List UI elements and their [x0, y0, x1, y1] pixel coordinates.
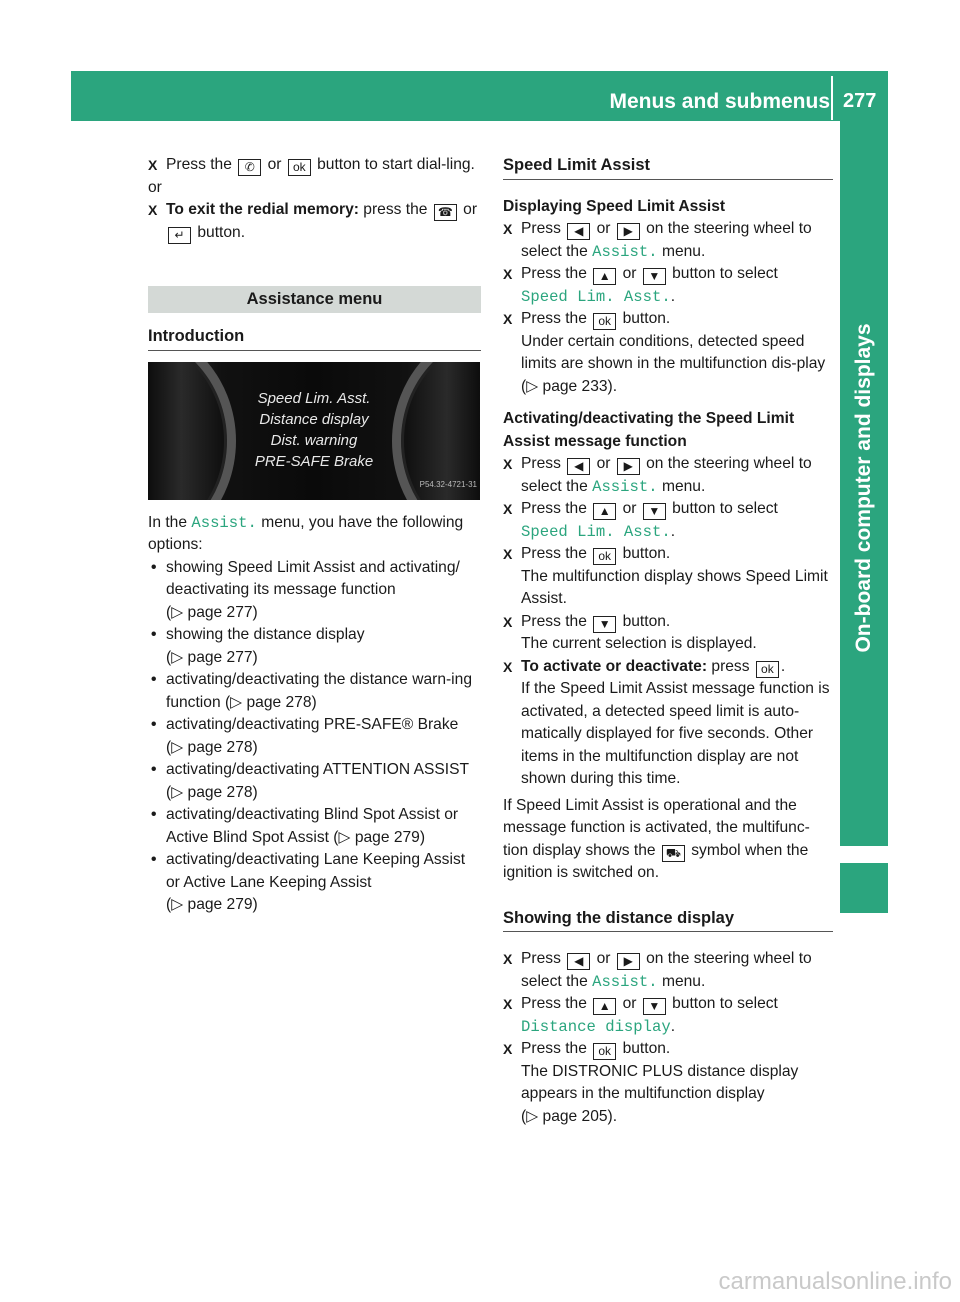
list-item	[148, 849, 481, 917]
dashboard-menu-item: PRE-SAFE Brake	[254, 452, 374, 470]
step-press-ok-2	[503, 543, 833, 611]
subheading-activating: Activating/deactivating the Speed Limit Assist message function	[503, 410, 795, 450]
step-bold: To activate or deactivate:	[521, 657, 708, 675]
page-reference-link[interactable]: (▷ page 205).	[521, 1107, 618, 1125]
ok-icon: ok	[593, 1043, 616, 1060]
list-item-text: showing the distance display	[166, 626, 365, 643]
right-arrow-icon: ▶	[617, 223, 640, 240]
right-arrow-icon: ▶	[617, 458, 640, 475]
list-item-text: activating/deactivating Lane Keeping Assist or Active Lane Keeping Assist	[166, 851, 466, 891]
step-text: Press the	[521, 995, 587, 1012]
step-text: button to select	[672, 265, 778, 282]
step-press-ok-3	[503, 1038, 833, 1128]
car-symbol-icon: ⛟	[662, 845, 685, 862]
step-select-distance: X Press the ▲ or ▼ button to select Distance display.	[503, 993, 833, 1038]
dashboard-menu-item: Speed Lim. Asst.	[257, 389, 371, 407]
or-text: or	[596, 455, 611, 472]
operational-paragraph	[503, 795, 833, 885]
distance-display-menu-label: Distance display	[521, 1017, 671, 1036]
page-reference-link[interactable]: (▷ page 278)	[224, 693, 317, 711]
step-text: Press	[521, 950, 561, 967]
step-text: on the steering wheel to select the	[521, 455, 812, 495]
dashboard-menu-item: Distance display	[259, 410, 369, 428]
assist-menu-label: Assist.	[592, 477, 658, 496]
step-bold: To exit the redial memory:	[166, 201, 359, 218]
step-text: Press	[521, 455, 561, 472]
assist-menu-label: Assist.	[592, 242, 658, 261]
header-title: Menus and submenus	[609, 90, 830, 113]
step-select-assist-2	[503, 453, 833, 498]
list-item	[148, 557, 481, 625]
step-text: on the steering wheel to select the	[521, 950, 812, 990]
ok-icon: ok	[288, 159, 311, 176]
result-text: Under certain conditions, detected speed limits are shown in the multifunction dis-play	[521, 332, 826, 372]
ok-icon: ok	[593, 313, 616, 330]
page-reference-link[interactable]: (▷ page 279)	[333, 828, 426, 846]
step-text: button to select	[672, 995, 778, 1012]
result-text: The multifunction display shows Speed Limit Assist.	[521, 567, 828, 607]
dashboard-image	[148, 362, 480, 500]
step-text: button to start dial-ling.	[317, 156, 475, 173]
or-text: or	[463, 201, 478, 218]
result-text: The DISTRONIC PLUS distance display appears in the multifunction display	[521, 1062, 799, 1102]
step-text: Press the	[521, 545, 587, 562]
hang-up-icon: ☎	[434, 204, 457, 221]
step-text: Press	[521, 220, 561, 237]
left-arrow-icon: ◀	[567, 458, 590, 475]
list-item-text: activating/deactivating Blind Spot Assist or Active Blind Spot Assist	[166, 806, 459, 846]
distance-display-heading: Showing the distance display	[503, 907, 833, 933]
step-text: Press the	[521, 500, 587, 517]
step-text: Press the	[166, 156, 232, 173]
or-text: or	[622, 500, 637, 517]
step-activate: X To activate or deactivate: press ok . If the Speed Limit Assist message function is activated, a detected speed limit is auto-matically displayed for five seconds. Other items in the multifunction display are not shown during this time.	[503, 656, 833, 791]
or-text: or	[622, 995, 637, 1012]
speed-lim-menu-label: Speed Lim. Asst.	[521, 522, 671, 541]
side-tab-label: On-board computer and displays	[852, 323, 875, 653]
step-text: button.	[622, 545, 671, 562]
down-arrow-icon: ▼	[643, 998, 666, 1015]
list-item	[148, 759, 481, 804]
page-reference-link[interactable]: (▷ page 277)	[166, 648, 258, 666]
down-arrow-icon: ▼	[643, 268, 666, 285]
step-select-assist-3	[503, 948, 833, 993]
step-text: menu.	[661, 242, 706, 260]
list-item-text: activating/deactivating the distance warn-ing function	[166, 671, 472, 711]
dashboard-menu	[244, 388, 384, 472]
left-gauge	[148, 362, 236, 500]
list-item	[148, 669, 481, 714]
intro-text: menu, you have the following options:	[148, 513, 464, 553]
step-text: Press the	[521, 612, 587, 630]
step-text: menu.	[661, 972, 706, 990]
step-text: button.	[197, 223, 246, 241]
list-item	[148, 804, 481, 849]
introduction-heading: Introduction	[148, 325, 481, 351]
or-text: or	[596, 950, 611, 967]
step-text: press the	[363, 201, 428, 218]
up-arrow-icon: ▲	[593, 268, 616, 285]
step-text: Press the	[521, 1040, 587, 1057]
result-text: If the Speed Limit Assist message function is activated, a detected speed limit is auto-matically displayed for five seconds. Other items in the multifunction display are not shown during this time.	[521, 680, 830, 787]
up-arrow-icon: ▲	[593, 998, 616, 1015]
watermark: carmanualsonline.info	[718, 1268, 952, 1295]
step-text: button.	[622, 612, 671, 630]
speed-limit-assist-heading: Speed Limit Assist	[503, 154, 833, 180]
side-tab-marker	[840, 863, 888, 913]
down-arrow-icon: ▼	[643, 503, 666, 520]
page-number: 277	[843, 90, 877, 112]
step-text: button to select	[672, 500, 778, 517]
step-text: Press the	[521, 310, 587, 327]
intro-paragraph	[148, 512, 481, 557]
page-reference-link[interactable]: (▷ page 279)	[166, 896, 258, 913]
or-text: or	[622, 265, 637, 282]
speed-lim-menu-label: Speed Lim. Asst.	[521, 287, 671, 306]
phone-icon: ✆	[238, 159, 261, 176]
step-text: Press the	[521, 265, 587, 282]
or-line: or	[148, 178, 162, 196]
step-select-speed-lim-2: X Press the ▲ or ▼ button to select Speed Lim. Asst..	[503, 498, 833, 543]
page-reference-link[interactable]: (▷ page 278)	[166, 783, 258, 801]
right-arrow-icon: ▶	[617, 953, 640, 970]
step-press-ok	[503, 308, 833, 398]
list-item-text: activating/deactivating ATTENTION ASSIST	[166, 761, 469, 778]
assist-menu-label: Assist.	[191, 513, 257, 532]
left-column	[148, 154, 481, 917]
list-item	[148, 714, 481, 759]
right-column	[503, 154, 833, 1128]
image-reference: P54.32-4721-31	[419, 480, 477, 489]
header-separator	[831, 76, 833, 120]
intro-text: In the	[148, 513, 188, 531]
step-text: menu.	[661, 477, 706, 495]
step-text: press	[711, 657, 750, 675]
step-text: on the steering wheel to select the	[521, 220, 812, 260]
page-reference-link[interactable]: (▷ page 277)	[166, 603, 258, 621]
list-item-text: activating/deactivating PRE-SAFE® Brake	[166, 716, 459, 733]
left-arrow-icon: ◀	[567, 953, 590, 970]
step-press-down	[503, 611, 833, 656]
up-arrow-icon: ▲	[593, 503, 616, 520]
page-reference-link[interactable]: (▷ page 278)	[166, 738, 258, 756]
result-text: The current selection is displayed.	[521, 635, 757, 652]
or-text: or	[267, 156, 282, 173]
section-title: Assistance menu	[148, 286, 481, 313]
assist-menu-label: Assist.	[592, 972, 658, 991]
left-arrow-icon: ◀	[567, 223, 590, 240]
ok-icon: ok	[593, 548, 616, 565]
list-item	[148, 624, 481, 669]
step-text: button.	[622, 310, 671, 327]
dashboard-menu-item: Dist. warning	[270, 431, 358, 449]
step-start-dialling	[148, 154, 481, 177]
ok-icon: ok	[756, 661, 779, 678]
list-item-text: showing Speed Limit Assist and activating/ deactivating its message function	[166, 558, 460, 598]
step-text: button.	[622, 1040, 671, 1057]
options-list	[148, 557, 481, 917]
step-select-assist	[503, 218, 833, 263]
back-icon: ↵	[168, 227, 191, 244]
or-text: or	[596, 220, 611, 237]
page-reference-link[interactable]: (▷ page 233).	[521, 377, 618, 395]
step-select-speed-lim: X Press the ▲ or ▼ button to select Speed Lim. Asst..	[503, 263, 833, 308]
step-exit-redial	[148, 199, 481, 244]
down-arrow-icon: ▼	[593, 616, 616, 633]
paragraph-text: If Speed Limit Assist is operational and the message function is activated, the multifunc-tion display shows the	[503, 796, 810, 859]
paragraph-text: symbol when the ignition is switched on.	[503, 841, 809, 881]
subheading-display: Displaying Speed Limit Assist	[503, 197, 726, 215]
